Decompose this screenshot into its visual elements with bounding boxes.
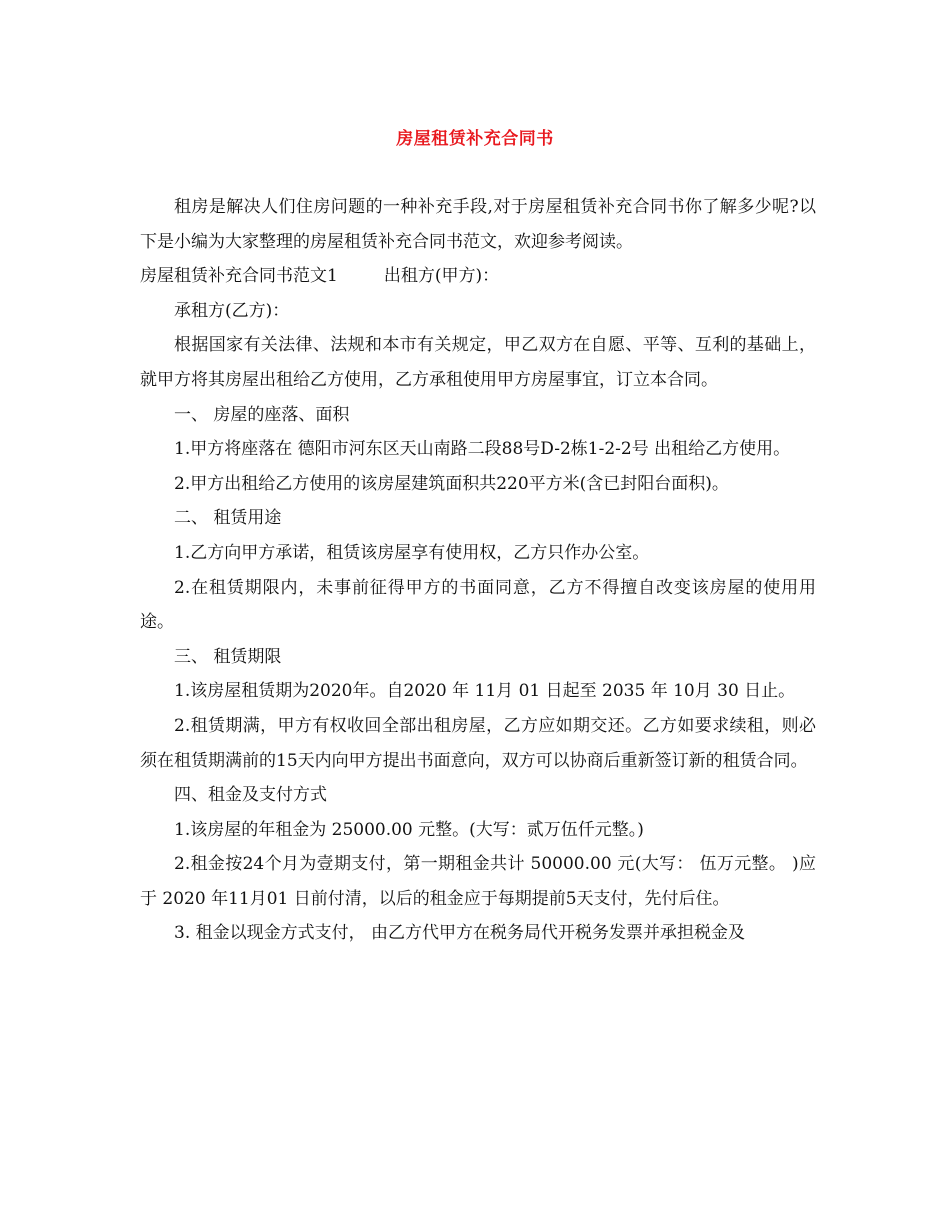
clause-paragraph: 2.租赁期满，甲方有权收回全部出租房屋，乙方应如期交还。乙方如要求续租，则必须在租赁期满前的15天内向甲方提出书面意向，双方可以协商后重新签订新的租赁合同。 bbox=[140, 715, 816, 771]
clause-paragraph: 3. 租金以现金方式支付， 由乙方代甲方在税务局代开税务发票并承担税金及 bbox=[174, 923, 746, 944]
section-heading: 一、 房屋的座落、面积 bbox=[174, 404, 350, 425]
section-heading: 四、租金及支付方式 bbox=[174, 785, 327, 806]
clause-paragraph: 2.租金按24个月为壹期支付，第一期租金共计 50000.00 元(大写： 伍万元整。 )应于 2020 年11月01 日前付清，以后的租金应于每期提前5天支付，先付后住。 bbox=[140, 854, 816, 909]
document-body bbox=[140, 190, 816, 951]
section-heading: 二、 租赁用途 bbox=[174, 508, 282, 529]
sample-heading-line bbox=[140, 259, 816, 294]
intro-paragraph: 租房是解决人们住房问题的一种补充手段,对于房屋租赁补充合同书你了解多少呢?以下是小编为大家整理的房屋租赁补充合同书范文，欢迎参考阅读。 bbox=[140, 197, 816, 252]
clause-paragraph: 1.乙方向甲方承诺，租赁该房屋享有使用权，乙方只作办公室。 bbox=[174, 542, 650, 563]
clause-paragraph: 1.该房屋的年租金为 25000.00 元整。(大写：贰万伍仟元整。) bbox=[174, 819, 644, 840]
clause-paragraph: 2.甲方出租给乙方使用的该房屋建筑面积共220平方米(含已封阳台面积)。 bbox=[174, 473, 729, 494]
sample-heading: 房屋租赁补充合同书范文1 bbox=[140, 266, 338, 287]
clause-paragraph: 1.甲方将座落在 德阳市河东区天山南路二段88号D-2栋1-2-2号 出租给乙方使用。 bbox=[174, 439, 791, 460]
lessee-label: 承租方(乙方)： bbox=[174, 300, 290, 321]
preamble-paragraph: 根据国家有关法律、法规和本市有关规定，甲乙双方在自愿、平等、互利的基础上，就甲方将其房屋出租给乙方使用，乙方承租使用甲方房屋事宜，订立本合同。 bbox=[140, 335, 816, 390]
document-title: 房屋租赁补充合同书 bbox=[396, 129, 554, 149]
section-heading: 三、 租赁期限 bbox=[174, 646, 282, 667]
lessor-label: 出租方(甲方)： bbox=[383, 266, 500, 287]
clause-paragraph: 1.该房屋租赁期为2020年。自2020 年 11月 01 日起至 2035 年 10月 30 日止。 bbox=[174, 681, 796, 702]
clause-paragraph: 2.在租赁期限内，未事前征得甲方的书面同意，乙方不得擅自改变该房屋的使用用途。 bbox=[140, 577, 816, 633]
